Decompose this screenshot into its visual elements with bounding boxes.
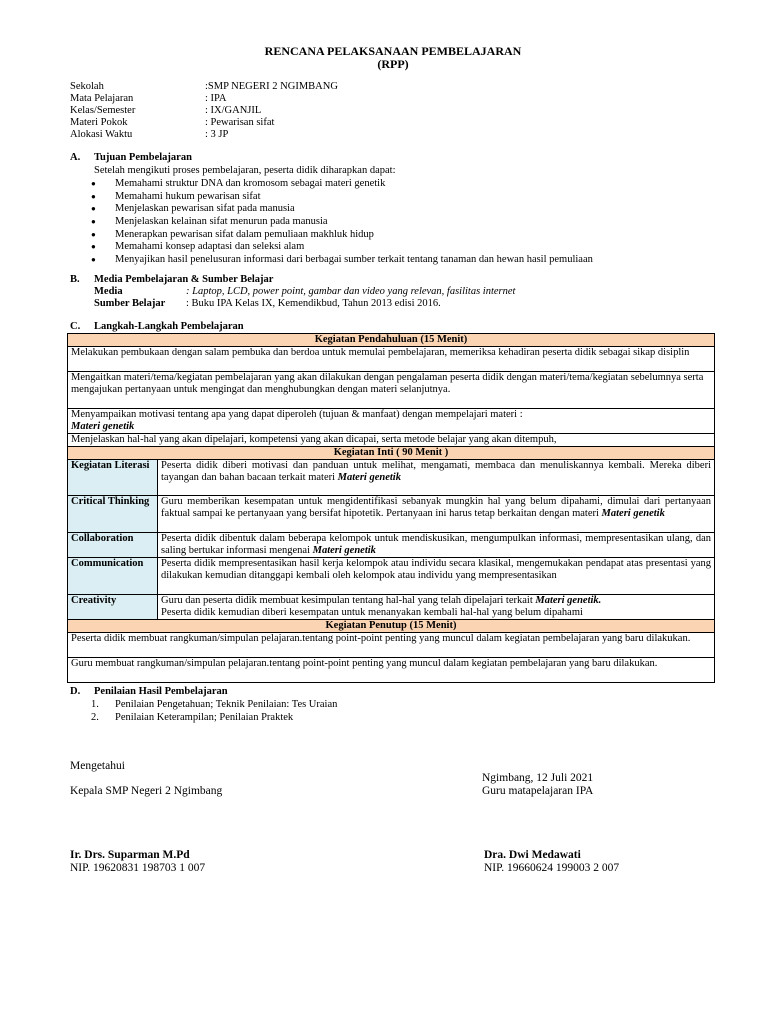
- table-row: [68, 533, 715, 558]
- table-row: [68, 372, 715, 409]
- pendahuluan-motivasi-text: Menyampaikan motivasi tentang apa yang dapat diperoleh (tujuan & manfaat) dengan mempelajari materi :: [71, 409, 523, 420]
- identity-value-kelas: : IX/GANJIL: [205, 105, 262, 116]
- section-b-title: Media Pembelajaran & Sumber Belajar: [94, 274, 274, 285]
- table-row: [68, 434, 715, 447]
- kepala-nip: NIP. 19620831 198703 1 007: [70, 862, 206, 874]
- list-item: ● Menyajikan hasil penelusuran informasi dari berbagai sumber terkait tentang tanaman dan hewan hasil pemuliaan: [91, 254, 593, 267]
- pendahuluan-header: Kegiatan Pendahuluan (15 Menit): [68, 334, 715, 347]
- document-title: RENCANA PELAKSANAAN PEMBELAJARAN: [264, 44, 522, 58]
- table-row: [68, 460, 715, 496]
- inti-label-communication: Communication: [68, 558, 158, 595]
- penilaian-text-2: Penilaian Keterampilan; Penilaian Praktek: [115, 712, 294, 723]
- sumber-label: Sumber Belajar: [94, 298, 166, 309]
- penilaian-text-1: Penilaian Pengetahuan; Teknik Penilaian: Tes Uraian: [115, 699, 338, 710]
- table-row: [68, 409, 715, 434]
- tujuan-list: [91, 178, 593, 267]
- inti-text-collaboration-body: Peserta didik dibentuk dalam beberapa kelompok untuk mendiskusikan, mengumpulkan informasi, mempresentasikan ulang, dan saling bertukar informasi mengenai: [161, 533, 711, 556]
- section-a-heading: [70, 152, 192, 165]
- table-row: [68, 633, 715, 658]
- list-item: ● Memahami konsep adaptasi dan seleksi alam: [91, 241, 593, 254]
- sumber-value: : Buku IPA Kelas IX, Kemendikbud, Tahun 2013 edisi 2016.: [186, 298, 441, 309]
- guru-nip: NIP. 19660624 199003 2 007: [484, 862, 620, 874]
- pendahuluan-row-4: Menjelaskan hal-hal yang akan dipelajari, kompetensi yang akan dicapai, serta metode belajar yang akan ditempuh,: [68, 434, 715, 447]
- identity-value-sekolah: :SMP NEGERI 2 NGIMBANG: [205, 81, 338, 92]
- list-item: ● Menjelaskan kelainan sifat menurun pada manusia: [91, 216, 593, 229]
- inti-text-collaboration: [158, 533, 715, 558]
- pendahuluan-materi-genetik: Materi genetik: [71, 421, 135, 432]
- section-b-heading: [70, 274, 273, 287]
- penutup-row-2: Guru membuat rangkuman/simpulan pelajaran.tentang point-point penting yang muncul dalam kegiatan pembelajaran yang baru dilakukan.: [68, 658, 715, 683]
- inti-text-creativity-body: Guru dan peserta didik membuat kesimpulan tentang hal-hal yang telah dipelajari terkait: [161, 595, 533, 606]
- pendahuluan-row-3: [68, 409, 715, 434]
- inti-text-critical-body: Guru memberikan kesempatan untuk mengidentifikasi sebanyak mungkin hal yang belum dipahami, dimulai dari pertanyaan faktual sampai ke pertanyaan yang bersifat hipotetik. Pertanyaan ini harus tetap berkaitan dengan materi: [161, 496, 711, 519]
- identity-value-mapel: : IPA: [205, 93, 227, 104]
- inti-text-collaboration-emph: Materi genetik: [312, 545, 376, 556]
- identity-label-alokasi: Alokasi Waktu: [70, 129, 133, 140]
- penutup-header: Kegiatan Penutup (15 Menit): [68, 620, 715, 633]
- identity-label-kelas: Kelas/Semester: [70, 105, 136, 116]
- inti-text-critical: [158, 496, 715, 533]
- section-c-letter: C.: [70, 321, 81, 332]
- table-row: [68, 347, 715, 372]
- inti-text-communication: Peserta didik mempresentasikan hasil kerja kelompok atau individu secara klasikal, mengemukakan pendapat atas presentasi yang dilakukan kemudian ditanggapi kembali oleh kelompok atau individu yang mempresentasikan: [158, 558, 715, 595]
- inti-label-collaboration: Collaboration: [68, 533, 158, 558]
- identity-value-alokasi: : 3 JP: [205, 129, 229, 140]
- section-d-title: Penilaian Hasil Pembelajaran: [94, 686, 228, 697]
- list-item: [91, 712, 337, 725]
- place-date: Ngimbang, 12 Juli 2021: [482, 772, 594, 784]
- section-d-heading: [70, 686, 228, 699]
- table-row: [68, 658, 715, 683]
- identity-label-mapel: Mata Pelajaran: [70, 93, 134, 104]
- inti-text-literasi-emph: Materi genetik: [337, 472, 401, 483]
- table-row: [68, 595, 715, 620]
- list-item: ● Menerapkan pewarisan sifat dalam pemuliaan makhluk hidup: [91, 229, 593, 242]
- inti-label-creativity: Creativity: [68, 595, 158, 620]
- guru-role: Guru matapelajaran IPA: [482, 785, 594, 797]
- langkah-table: [67, 333, 715, 683]
- inti-header: Kegiatan Inti ( 90 Menit ): [68, 447, 715, 460]
- pendahuluan-row-1: Melakukan pembukaan dengan salam pembuka dan berdoa untuk memulai pembelajaran, memeriksa kehadiran peserta didik sebagai sikap disiplin: [68, 347, 715, 372]
- mengetahui-label: Mengetahui: [70, 760, 125, 772]
- identity-label-sekolah: Sekolah: [70, 81, 104, 92]
- pendahuluan-row-2: Mengaitkan materi/tema/kegiatan pembelajaran yang akan dilakukan dengan pengalaman peserta didik dengan materi/tema/kegiatan sebelumnya serta mengajukan pertanyaan untuk mengingat dan menghubungkan dengan materi selanjutnya.: [68, 372, 715, 409]
- list-item: ● Memahami hukum pewarisan sifat: [91, 191, 593, 204]
- inti-label-literasi: Kegiatan Literasi: [68, 460, 158, 496]
- identity-label-materi: Materi Pokok: [70, 117, 128, 128]
- inti-text-creativity-body2: Peserta didik kemudian diberi kesempatan untuk menanyakan kembali hal-hal yang belum dipahami: [161, 607, 583, 618]
- inti-text-literasi: [158, 460, 715, 496]
- document-subtitle: (RPP): [377, 57, 409, 71]
- section-c-title: Langkah-Langkah Pembelajaran: [94, 321, 244, 332]
- inti-text-critical-emph: Materi genetik: [601, 508, 665, 519]
- section-a-title: Tujuan Pembelajaran: [94, 152, 192, 163]
- kepala-name: Ir. Drs. Suparman M.Pd: [70, 849, 190, 861]
- section-a-letter: A.: [70, 152, 81, 163]
- guru-name: Dra. Dwi Medawati: [484, 849, 581, 861]
- penutup-row-1: Peserta didik membuat rangkuman/simpulan pelajaran.tentang point-point penting yang muncul dalam kegiatan pembelajaran yang baru dilakukan.: [68, 633, 715, 658]
- list-item: ● Memahami struktur DNA dan kromosom sebagai materi genetik: [91, 178, 593, 191]
- inti-text-creativity: [158, 595, 715, 620]
- inti-text-literasi-body: Peserta didik diberi motivasi dan panduan untuk melihat, mengamati, membaca dan menuliskannya kembali. Mereka diberi tayangan dan bahan bacaan terkait materi: [161, 460, 711, 483]
- kepala-role: Kepala SMP Negeri 2 Ngimbang: [70, 785, 223, 797]
- section-a-intro: Setelah mengikuti proses pembelajaran, peserta didik diharapkan dapat:: [94, 165, 396, 176]
- section-d-letter: D.: [70, 686, 81, 697]
- list-item: ● Menjelaskan pewarisan sifat pada manusia: [91, 203, 593, 216]
- table-row: [68, 558, 715, 595]
- penilaian-num-2: 2.: [91, 712, 99, 723]
- inti-text-creativity-emph: Materi genetik.: [535, 595, 602, 606]
- identity-value-materi: : Pewarisan sifat: [205, 117, 275, 128]
- penilaian-list: [91, 699, 337, 725]
- table-row: [68, 496, 715, 533]
- inti-label-critical: Critical Thinking: [68, 496, 158, 533]
- section-c-heading: [70, 321, 244, 334]
- penilaian-num-1: 1.: [91, 699, 99, 710]
- media-label: Media: [94, 286, 123, 297]
- list-item: [91, 699, 337, 712]
- section-b-letter: B.: [70, 274, 80, 285]
- media-value: : Laptop, LCD, power point, gambar dan video yang relevan, fasilitas internet: [186, 286, 516, 297]
